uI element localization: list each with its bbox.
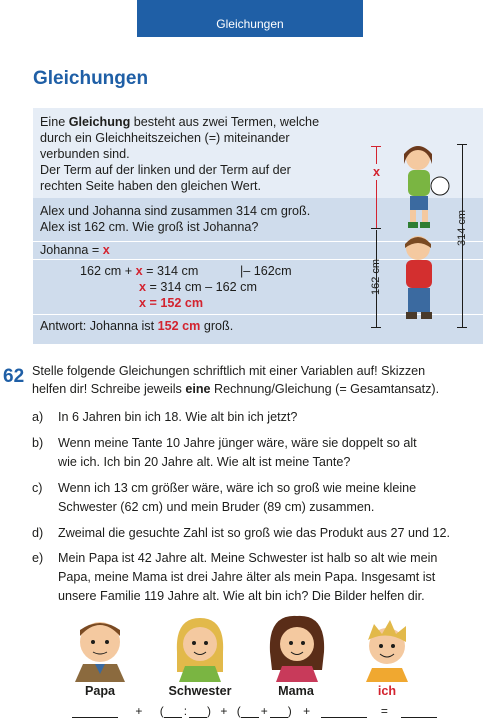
blank-mama-a[interactable]: [241, 706, 259, 718]
example-johanna: Johanna = x: [40, 243, 110, 257]
measure-tick: [371, 228, 381, 229]
plus-sign: +: [303, 704, 311, 718]
definition-line-3: verbunden sind.: [40, 147, 130, 161]
schwester-illustration: [165, 612, 235, 682]
item-b-line-1: Wenn meine Tante 10 Jahre jünger wäre, wäre sie doppelt so alt: [58, 436, 417, 450]
label-mama: Mama: [278, 684, 314, 698]
task-number: 62: [3, 366, 25, 387]
open-paren: (: [159, 704, 164, 718]
item-c-line-1: Wenn ich 13 cm größer wäre, wäre ich so groß wie meine kleine: [58, 481, 417, 495]
close-paren: ): [207, 704, 212, 718]
example-equation-1: 162 cm + x = 314 cm: [80, 264, 199, 278]
example-equation-operation: |– 162cm: [240, 264, 292, 278]
item-letter: c): [32, 481, 43, 495]
measure-tick: [371, 146, 381, 147]
colon-sign: :: [183, 704, 188, 718]
item-b-line-2: wie ich. Ich bin 20 Jahre alt. Wie alt ist meine Tante?: [58, 455, 351, 469]
item-c-line-2: Schwester (62 cm) und mein Bruder (89 cm) zusammen.: [58, 500, 375, 514]
example-question-1: Alex und Johanna sind zusammen 314 cm groß.: [40, 204, 311, 218]
label-schwester: Schwester: [168, 684, 232, 698]
open-paren: (: [236, 704, 241, 718]
chapter-header-tab: [137, 0, 363, 37]
item-letter: b): [32, 436, 44, 450]
task-intro-line-1: Stelle folgende Gleichungen schriftlich mit einer Variablen auf! Skizzen: [32, 364, 426, 378]
blank-mama-b[interactable]: [270, 706, 288, 718]
example-question-2: Alex ist 162 cm. Wie groß ist Johanna?: [40, 220, 259, 234]
example-answer: Antwort: Johanna ist 152 cm groß.: [40, 319, 234, 333]
papa-illustration: [65, 612, 135, 682]
measure-unknown-bar: [376, 146, 377, 228]
measure-alex-label: 162 cm: [370, 258, 382, 296]
equation-template: [72, 704, 437, 718]
measure-unknown-label: x: [373, 165, 381, 179]
example-equation-2: x = 314 cm – 162 cm: [139, 280, 257, 294]
equals-sign: =: [380, 704, 388, 718]
blank-ich[interactable]: [321, 706, 367, 718]
item-e-line-3: unsere Familie 119 Jahre alt. Wie alt bin ich? Die Bilder helfen dir.: [58, 589, 425, 603]
section-title: Gleichungen: [33, 68, 149, 89]
definition-box: [33, 108, 483, 338]
label-ich: ich: [377, 684, 397, 698]
kids-stacked-illustration: [388, 142, 460, 332]
definition-line-5: rechten Seite haben den gleichen Wert.: [40, 179, 262, 193]
item-d-line-1: Zweimal die gesuchte Zahl ist so groß wie das Produkt aus 27 und 12.: [58, 526, 451, 540]
label-papa: Papa: [84, 684, 116, 698]
plus-sign: +: [135, 704, 143, 718]
close-paren: ): [287, 704, 292, 718]
task-intro-line-2: helfen dir! Schreibe jeweils eine Rechnung/Gleichung (= Gesamtansatz).: [32, 382, 440, 396]
blank-total[interactable]: [401, 706, 437, 718]
mama-illustration: [262, 612, 332, 682]
example-equation-3: x = 152 cm: [139, 296, 204, 310]
item-letter: a): [32, 410, 44, 424]
item-e-line-1: Mein Papa ist 42 Jahre alt. Meine Schwester ist halb so alt wie mein: [58, 551, 438, 565]
item-a-line-1: In 6 Jahren bin ich 18. Wie alt bin ich jetzt?: [58, 410, 298, 424]
item-letter: d): [32, 526, 44, 540]
blank-schwester-b[interactable]: [189, 706, 207, 718]
item-e-line-2: Papa, meine Mama ist drei Jahre älter als mein Papa. Insgesamt ist: [58, 570, 436, 584]
definition-line-1: Eine Gleichung besteht aus zwei Termen, welche: [40, 115, 320, 129]
ich-illustration: [352, 612, 422, 682]
plus-sign: +: [220, 704, 228, 718]
definition-line-4: Der Term auf der linken und der Term auf der: [40, 163, 291, 177]
chapter-header-title: Gleichungen: [216, 17, 284, 31]
measure-total-label: 314 cm: [456, 209, 468, 247]
blank-papa[interactable]: [72, 706, 118, 718]
measure-tick: [371, 327, 381, 328]
plus-sign: +: [260, 704, 268, 718]
blank-schwester-a[interactable]: [164, 706, 182, 718]
item-letter: e): [32, 551, 44, 565]
definition-line-2: durch ein Gleichheitszeichen (=) miteinander: [40, 131, 290, 145]
